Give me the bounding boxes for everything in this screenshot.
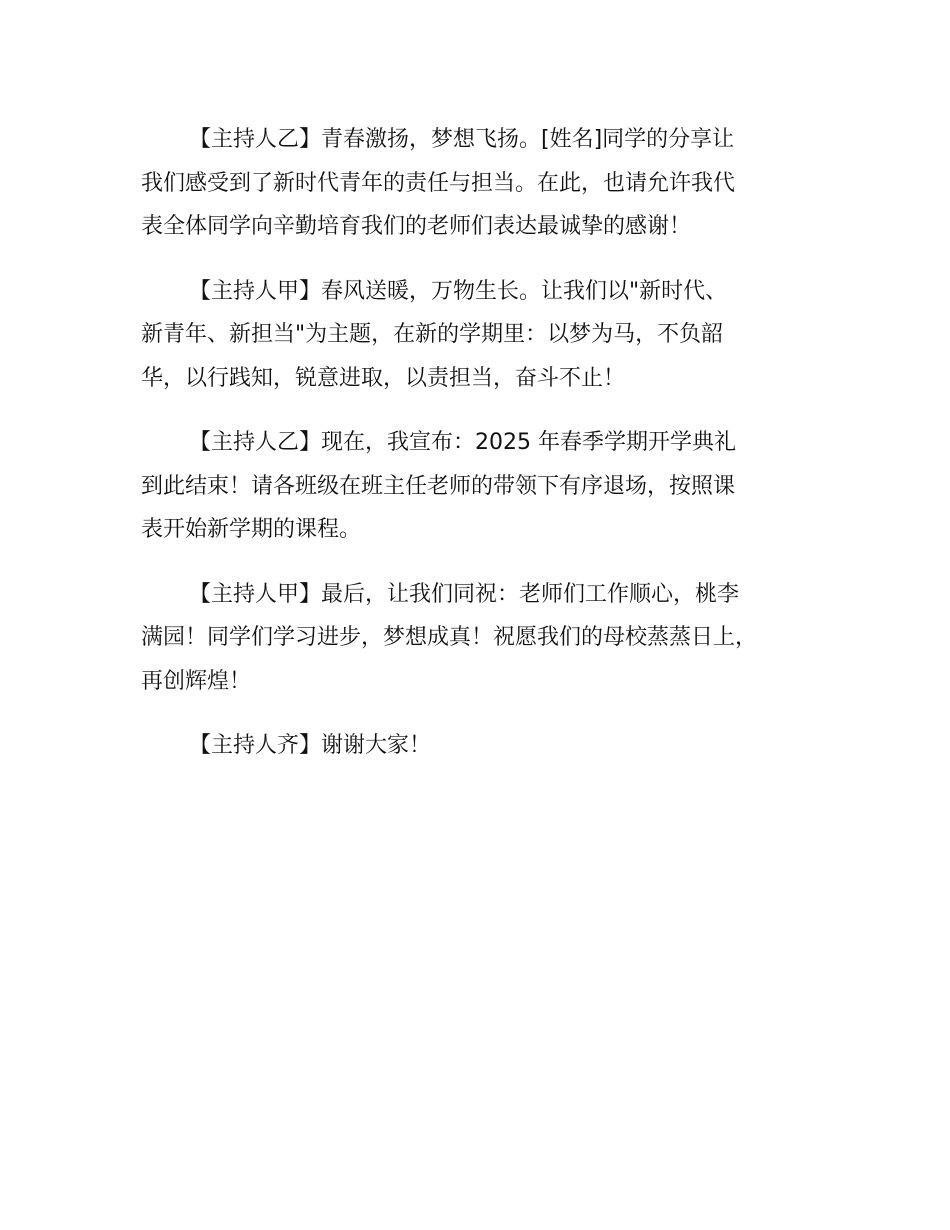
paragraph-hosts-together [141, 724, 836, 768]
paragraph-host-b-announcement [141, 421, 836, 552]
paragraph-line: 华，以行践知，锐意进取，以责担当，奋斗不止！ [141, 365, 626, 391]
paragraph-line: 到此结束！请各班级在班主任老师的带领下有序退场，按照课 [141, 473, 736, 499]
paragraph-line: 【主持人甲】最后，让我们同祝：老师们工作顺心，桃李 [189, 581, 740, 607]
paragraph-line: 新青年、新担当"为主题，在新的学期里：以梦为马，不负韶 [141, 322, 724, 347]
paragraph-host-a-theme [141, 270, 836, 401]
paragraph-line: 满园！同学们学习进步，梦想成真！祝愿我们的母校蒸蒸日上， [141, 625, 758, 650]
paragraph-line: 表开始新学期的课程。 [141, 517, 362, 542]
document-body [141, 118, 836, 789]
paragraph-line: 表全体同学向辛勤培育我们的老师们表达最诚挚的感谢！ [141, 214, 692, 239]
paragraph-line: 【主持人乙】现在，我宣布：2025 年春季学期开学典礼 [189, 430, 736, 455]
paragraph-line: 再创辉煌！ [141, 668, 252, 694]
paragraph-line: 【主持人乙】青春激扬，梦想飞扬。[姓名]同学的分享让 [189, 127, 735, 152]
paragraph-line: 我们感受到了新时代青年的责任与担当。在此，也请允许我代 [141, 170, 736, 196]
paragraph-line: 【主持人齐】谢谢大家！ [189, 733, 432, 758]
paragraph-line: 【主持人甲】春风送暖，万物生长。让我们以"新时代、 [189, 278, 728, 304]
paragraph-host-a-wishes [141, 573, 836, 704]
paragraph-host-b-closing-thanks [141, 118, 836, 249]
